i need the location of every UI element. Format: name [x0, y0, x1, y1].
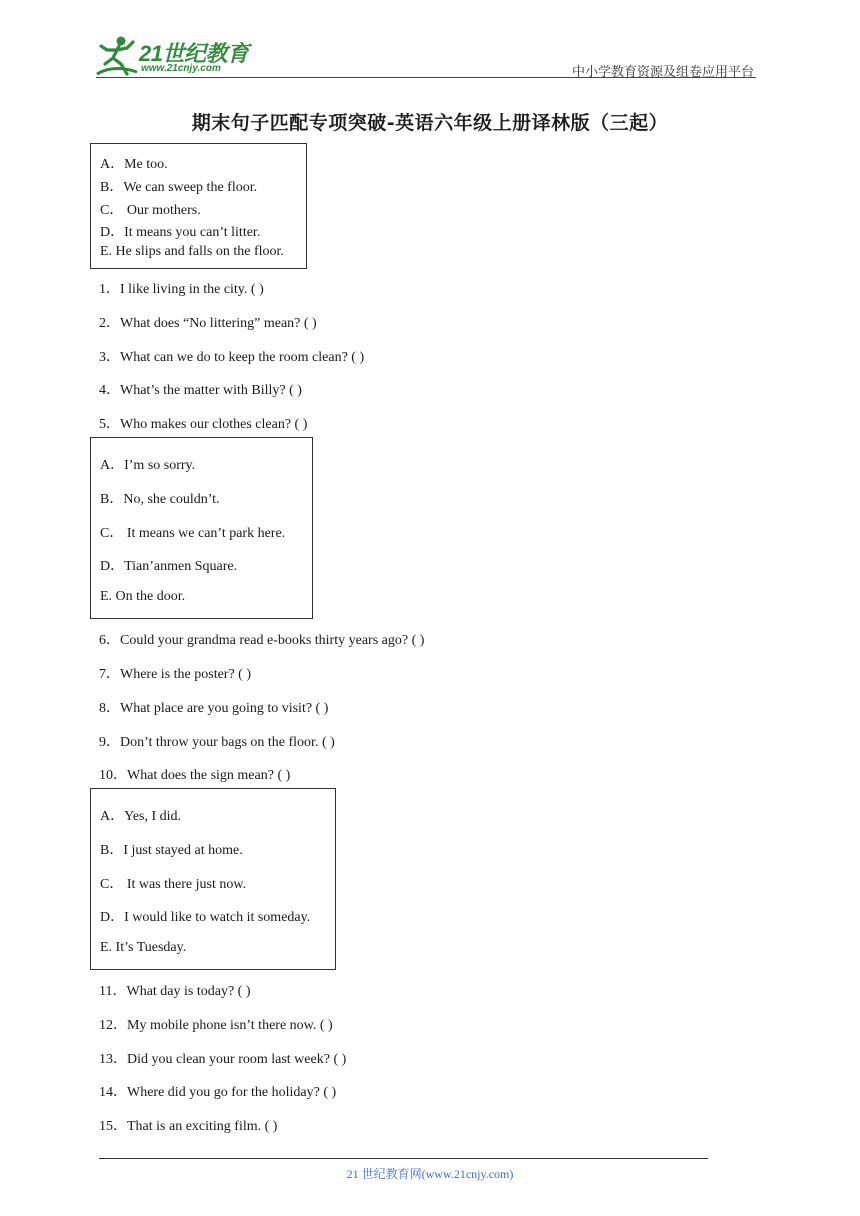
question-item: 7．Where is the poster? ( )	[99, 667, 251, 682]
option-item: C． It was there just now.	[100, 877, 247, 892]
question-item: 8．What place are you going to visit? ( )	[99, 701, 329, 716]
question-item: 11．What day is today? ( )	[99, 984, 251, 999]
options-box-3	[90, 788, 336, 970]
question-item: 15．That is an exciting film. ( )	[99, 1119, 278, 1134]
option-item: C． Our mothers.	[100, 203, 201, 218]
option-item: D．Tian’anmen Square.	[100, 559, 238, 574]
question-item: 14．Where did you go for the holiday? ( )	[99, 1085, 337, 1100]
question-item: 13．Did you clean your room last week? ( )	[99, 1052, 347, 1067]
option-item: B．We can sweep the floor.	[100, 180, 258, 195]
option-item: E. He slips and falls on the floor.	[100, 244, 284, 259]
options-box-2	[90, 437, 313, 619]
footer-link[interactable]: 21 世纪教育网(www.21cnjy.com)	[346, 1167, 514, 1181]
question-item: 10．What does the sign mean? ( )	[99, 768, 291, 783]
question-item: 1．I like living in the city. ( )	[99, 282, 264, 297]
header-divider	[96, 77, 756, 78]
footer-divider	[99, 1158, 708, 1159]
option-item: D．I would like to watch it someday.	[100, 910, 311, 925]
question-item: 4．What’s the matter with Billy? ( )	[99, 383, 302, 398]
option-item: E. On the door.	[100, 589, 186, 604]
option-item: A．I’m so sorry.	[100, 458, 196, 473]
option-item: D．It means you can’t litter.	[100, 225, 261, 240]
option-item: A．Me too.	[100, 157, 168, 172]
question-item: 9．Don’t throw your bags on the floor. ( )	[99, 735, 335, 750]
question-item: 5．Who makes our clothes clean? ( )	[99, 417, 308, 432]
option-item: C． It means we can’t park here.	[100, 526, 286, 541]
logo	[93, 34, 263, 78]
question-item: 2．What does “No littering” mean? ( )	[99, 316, 317, 331]
option-item: E. It’s Tuesday.	[100, 940, 187, 955]
options-box-1	[90, 143, 307, 269]
page-title: 期末句子匹配专项突破-英语六年级上册译林版（三起）	[191, 112, 669, 134]
option-item: A．Yes, I did.	[100, 809, 182, 824]
option-item: B．I just stayed at home.	[100, 843, 243, 858]
question-item: 12．My mobile phone isn’t there now. ( )	[99, 1018, 333, 1033]
question-item: 3．What can we do to keep the room clean? ( )	[99, 350, 365, 365]
runner-logo-icon	[93, 34, 141, 78]
question-item: 6．Could your grandma read e-books thirty years ago? ( )	[99, 633, 425, 648]
header-platform-text: 中小学教育资源及组卷应用平台	[571, 64, 754, 79]
option-item: B．No, she couldn’t.	[100, 492, 220, 507]
logo-text: 21世纪教育	[139, 41, 249, 66]
logo-url: www.21cnjy.com	[141, 63, 221, 74]
